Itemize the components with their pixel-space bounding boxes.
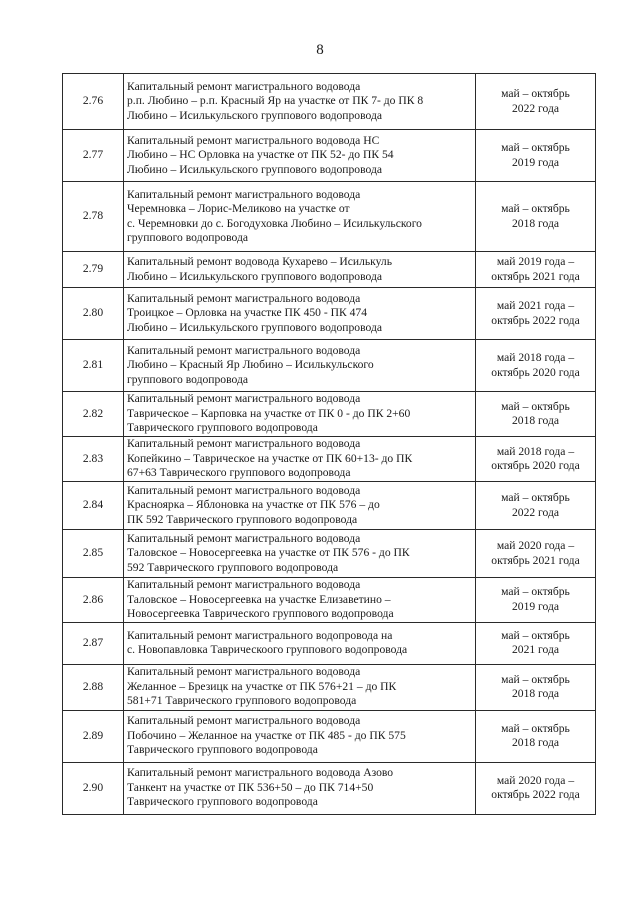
period-line: май – октябрь [501,721,570,735]
page-number: 8 [316,42,324,58]
work-description [124,130,476,182]
period-line: май – октябрь [501,628,570,642]
period-line: 2021 года [511,643,560,656]
period-line: май – октябрь [501,491,570,504]
description-line: Желанное – Брезицк на участке от ПК 576+21 – до ПК [127,679,397,693]
work-period [476,182,596,252]
description-line: Капитальный ремонт водовода Кухарево – Исилькуль [127,255,393,268]
item-number: 2.89 [63,710,124,762]
table-row [63,130,596,182]
work-period [476,437,596,482]
work-description [124,622,476,664]
period-line: 2018 года [511,736,560,749]
description-line: Черемновка – Лорис-Меликово на участке от [127,202,350,215]
item-number: 2.81 [63,340,124,392]
table-row [63,74,596,130]
work-description [124,664,476,710]
description-line: Любино – Исилькульского группового водопровода [127,162,383,176]
period-line: май – октябрь [501,585,570,599]
works-table-body [63,74,596,815]
works-table [62,73,596,815]
period-line: 2019 года [511,155,560,169]
table-row [63,762,596,814]
work-description [124,392,476,437]
item-number: 2.76 [63,74,124,130]
table-row [63,182,596,252]
description-line: Любино – Исилькульского группового водопровода [127,269,383,283]
work-description [124,288,476,340]
description-line: Новосергеевка Таврического группового водопровода [127,607,394,620]
item-number: 2.85 [63,530,124,578]
period-line: октябрь 2020 года [491,365,580,379]
period-line: май 2021 года – [496,299,575,312]
item-number: 2.87 [63,622,124,664]
table-row [63,710,596,762]
description-line: 67+63 Таврического группового водопровода [127,466,351,480]
description-line: группового водопровода [127,372,249,386]
period-line: 2019 года [511,599,560,613]
work-description [124,530,476,578]
table-row [63,340,596,392]
work-period [476,530,596,578]
description-line: р.п. Любино – р.п. Красный Яр на участке от ПК 7- до ПК 8 [127,94,424,108]
work-period [476,130,596,182]
description-line: Капитальный ремонт магистрального водовода [127,437,361,451]
description-line: Любино – Исилькульского группового водопровода [127,108,383,122]
item-number: 2.90 [63,762,124,814]
description-line: Красноярка – Яблоновка на участке от ПК 576 – до [127,498,380,512]
description-line: 581+71 Таврического группового водопровода [127,694,357,708]
description-line: Капитальный ремонт магистрального водовода [127,714,361,728]
period-line: октябрь 2022 года [491,788,580,801]
period-line: октябрь 2021 года [491,553,580,567]
period-line: октябрь 2022 года [491,313,580,327]
description-line: Капитальный ремонт магистрального водовода НС [127,133,380,147]
period-line: май – октябрь [501,399,570,413]
period-line: май 2018 года – [496,444,575,458]
table-row [63,482,596,530]
description-line: Таловское – Новосергеевка на участке от ПК 576 - до ПК [127,546,410,560]
description-line: ПК 592 Таврического группового водопровода [127,512,358,526]
period-line: 2018 года [511,687,560,700]
description-line: Капитальный ремонт магистрального водовода Азово [127,766,394,780]
description-line: Капитальный ремонт магистрального водовода [127,531,361,545]
item-number: 2.79 [63,252,124,288]
description-line: Капитальный ремонт магистрального водопровода на [127,628,393,642]
period-line: май 2020 года – [496,773,575,787]
description-line: Капитальный ремонт магистрального водовода [127,483,361,497]
work-description [124,482,476,530]
description-line: Таврического группового водопровода [127,795,318,809]
description-line: Любино – Красный Яр Любино – Исилькульского [127,358,374,372]
period-line: май – октябрь [501,202,570,215]
description-line: Капитальный ремонт магистрального водовода [127,79,361,93]
period-line: май 2018 года – [496,351,575,364]
description-line: Троицкое – Орловка на участке ПК 450 - ПК 474 [127,306,368,320]
work-period [476,340,596,392]
description-line: 592 Таврического группового водопровода [127,560,339,574]
period-line: май – октябрь [501,87,570,100]
work-period [476,74,596,130]
work-description [124,578,476,623]
item-number: 2.80 [63,288,124,340]
table-row [63,530,596,578]
item-number: 2.77 [63,130,124,182]
description-line: Таврического группового водопровода [127,743,318,757]
description-line: Таврического группового водопровода [127,421,318,435]
item-number: 2.88 [63,664,124,710]
description-line: Любино – НС Орловка на участке от ПК 52- до ПК 54 [127,148,394,162]
work-period [476,392,596,437]
description-line: Танкент на участке от ПК 536+50 – до ПК 714+50 [127,780,374,794]
item-number: 2.83 [63,437,124,482]
work-description [124,74,476,130]
description-line: Таврическое – Карповка на участке от ПК 0 - до ПК 2+60 [127,406,411,420]
table-row [63,392,596,437]
description-line: Таловское – Новосергеевка на участке Елизаветино – [127,592,391,606]
work-period [476,288,596,340]
description-line: Капитальный ремонт магистрального водовода [127,343,361,357]
table-row [63,437,596,482]
description-line: Побочино – Желанное на участке от ПК 485 - до ПК 575 [127,728,406,742]
item-number: 2.78 [63,182,124,252]
table-row [63,288,596,340]
work-period [476,664,596,710]
period-line: 2018 года [511,216,560,230]
description-line: Капитальный ремонт магистрального водовода [127,392,361,406]
table-row [63,622,596,664]
table-row [63,664,596,710]
period-line: май 2020 года – [496,539,575,552]
item-number: 2.84 [63,482,124,530]
period-line: май – октябрь [501,672,570,686]
table-row [63,252,596,288]
period-line: 2022 года [511,505,560,519]
period-line: октябрь 2020 года [491,459,580,472]
work-description [124,252,476,288]
description-line: Капитальный ремонт магистрального водовода [127,187,361,201]
work-description [124,762,476,814]
item-number: 2.82 [63,392,124,437]
description-line: Капитальный ремонт магистрального водовода [127,291,361,305]
table-row [63,578,596,623]
period-line: май 2019 года – [496,255,575,268]
description-line: с. Черемновки до с. Богодуховка Любино – Исилькульского [127,216,422,230]
work-description [124,340,476,392]
description-line: группового водопровода [127,231,249,244]
work-description [124,710,476,762]
work-period [476,252,596,288]
period-line: октябрь 2021 года [491,269,580,283]
work-description [124,182,476,252]
work-description [124,437,476,482]
description-line: Капитальный ремонт магистрального водовода [127,665,361,679]
period-line: 2018 года [511,414,560,427]
description-line: Любино – Исилькульского группового водопровода [127,320,383,334]
period-line: 2022 года [511,101,560,115]
work-period [476,762,596,814]
item-number: 2.86 [63,578,124,623]
period-line: май – октябрь [501,141,570,154]
work-period [476,482,596,530]
work-period [476,710,596,762]
description-line: Копейкино – Таврическое на участке от ПК 60+13- до ПК [127,451,413,465]
work-period [476,622,596,664]
description-line: с. Новопавловка Таврическоого группового водопровода [127,643,408,656]
work-period [476,578,596,623]
description-line: Капитальный ремонт магистрального водовода [127,578,361,591]
